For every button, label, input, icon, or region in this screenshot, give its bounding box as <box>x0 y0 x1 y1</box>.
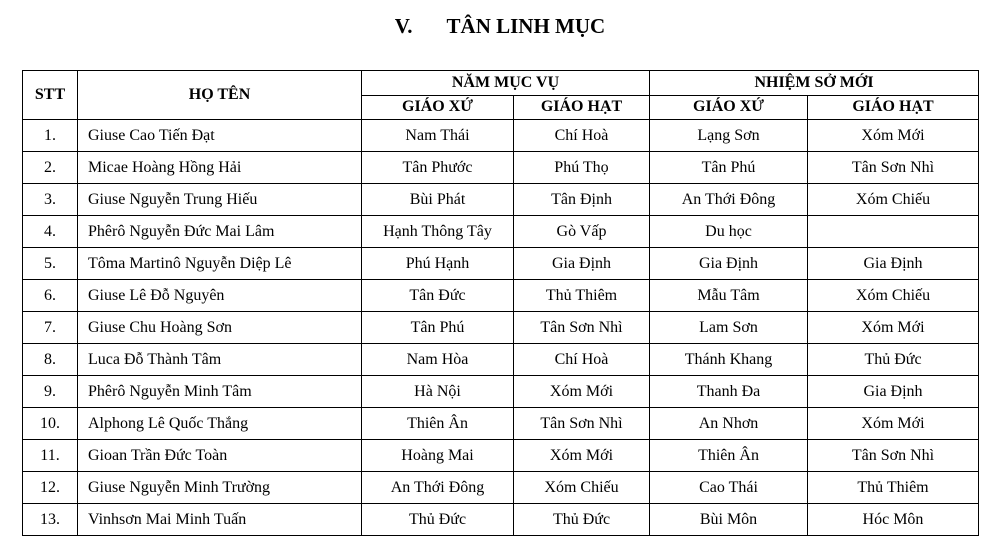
cell-name: Luca Đỗ Thành Tâm <box>78 344 362 376</box>
cell-stt: 12. <box>23 472 78 504</box>
cell-new-deanery: Gia Định <box>808 248 979 280</box>
cell-current-parish: Tân Phú <box>362 312 514 344</box>
table-row <box>23 344 979 376</box>
section-title <box>0 12 1000 40</box>
cell-stt: 5. <box>23 248 78 280</box>
table-row <box>23 472 979 504</box>
table-header <box>23 71 979 120</box>
cell-stt: 3. <box>23 184 78 216</box>
cell-new-deanery: Xóm Chiếu <box>808 184 979 216</box>
header-new-parish: GIÁO XỨ <box>650 95 808 120</box>
cell-new-parish: Gia Định <box>650 248 808 280</box>
cell-new-deanery: Xóm Mới <box>808 312 979 344</box>
cell-current-deanery: Tân Định <box>514 184 650 216</box>
cell-current-parish: Hạnh Thông Tây <box>362 216 514 248</box>
cell-new-deanery: Xóm Chiếu <box>808 280 979 312</box>
cell-new-parish: Thiên Ân <box>650 440 808 472</box>
cell-current-deanery: Xóm Mới <box>514 440 650 472</box>
cell-current-deanery: Tân Sơn Nhì <box>514 312 650 344</box>
cell-name: Giuse Chu Hoàng Sơn <box>78 312 362 344</box>
cell-current-parish: Nam Thái <box>362 120 514 152</box>
cell-current-parish: Tân Đức <box>362 280 514 312</box>
cell-current-deanery: Chí Hoà <box>514 120 650 152</box>
section-title-text: TÂN LINH MỤC <box>446 14 606 38</box>
cell-name: Alphong Lê Quốc Thắng <box>78 408 362 440</box>
cell-new-parish: Thánh Khang <box>650 344 808 376</box>
cell-new-deanery: Xóm Mới <box>808 408 979 440</box>
cell-stt: 8. <box>23 344 78 376</box>
table-row <box>23 376 979 408</box>
cell-current-deanery: Gia Định <box>514 248 650 280</box>
header-new-deanery: GIÁO HẠT <box>808 95 979 120</box>
header-row-top <box>23 71 979 96</box>
header-stt: STT <box>23 71 78 120</box>
cell-stt: 10. <box>23 408 78 440</box>
table-row <box>23 312 979 344</box>
cell-stt: 1. <box>23 120 78 152</box>
cell-current-deanery: Gò Vấp <box>514 216 650 248</box>
section-number: V. <box>394 14 413 38</box>
cell-new-deanery: Tân Sơn Nhì <box>808 440 979 472</box>
cell-name: Giuse Cao Tiến Đạt <box>78 120 362 152</box>
cell-current-deanery: Tân Sơn Nhì <box>514 408 650 440</box>
cell-name: Phêrô Nguyễn Minh Tâm <box>78 376 362 408</box>
table-row <box>23 152 979 184</box>
cell-current-parish: Thiên Ân <box>362 408 514 440</box>
cell-new-parish: Thanh Đa <box>650 376 808 408</box>
table-row <box>23 120 979 152</box>
header-group-new: NHIỆM SỞ MỚI <box>650 71 979 96</box>
cell-current-parish: Hoàng Mai <box>362 440 514 472</box>
cell-name: Micae Hoàng Hồng Hải <box>78 152 362 184</box>
cell-current-parish: Nam Hòa <box>362 344 514 376</box>
cell-current-parish: An Thới Đông <box>362 472 514 504</box>
cell-current-deanery: Thủ Đức <box>514 504 650 536</box>
header-group-current: NĂM MỤC VỤ <box>362 71 650 96</box>
table-row <box>23 440 979 472</box>
cell-new-parish: An Nhơn <box>650 408 808 440</box>
header-current-parish: GIÁO XỨ <box>362 95 514 120</box>
cell-stt: 2. <box>23 152 78 184</box>
cell-new-deanery: Xóm Mới <box>808 120 979 152</box>
cell-stt: 9. <box>23 376 78 408</box>
cell-name: Vinhsơn Mai Minh Tuấn <box>78 504 362 536</box>
cell-new-parish: Tân Phú <box>650 152 808 184</box>
cell-stt: 7. <box>23 312 78 344</box>
cell-current-deanery: Xóm Chiếu <box>514 472 650 504</box>
cell-current-parish: Hà Nội <box>362 376 514 408</box>
table-body <box>23 120 979 536</box>
cell-new-deanery: Hóc Môn <box>808 504 979 536</box>
cell-name: Giuse Nguyễn Minh Trường <box>78 472 362 504</box>
cell-new-deanery: Gia Định <box>808 376 979 408</box>
cell-name: Tôma Martinô Nguyễn Diệp Lê <box>78 248 362 280</box>
cell-name: Gioan Trần Đức Toàn <box>78 440 362 472</box>
cell-new-parish: Du học <box>650 216 808 248</box>
header-name: HỌ TÊN <box>78 71 362 120</box>
cell-new-parish: Cao Thái <box>650 472 808 504</box>
cell-name: Giuse Lê Đỗ Nguyên <box>78 280 362 312</box>
cell-current-parish: Phú Hạnh <box>362 248 514 280</box>
cell-new-deanery: Thủ Thiêm <box>808 472 979 504</box>
cell-new-parish: Mẫu Tâm <box>650 280 808 312</box>
table-row <box>23 248 979 280</box>
cell-new-parish: An Thới Đông <box>650 184 808 216</box>
table-row <box>23 216 979 248</box>
cell-new-deanery <box>808 216 979 248</box>
cell-name: Phêrô Nguyễn Đức Mai Lâm <box>78 216 362 248</box>
cell-current-parish: Tân Phước <box>362 152 514 184</box>
cell-current-parish: Bùi Phát <box>362 184 514 216</box>
table-row <box>23 184 979 216</box>
cell-stt: 6. <box>23 280 78 312</box>
cell-current-deanery: Chí Hoà <box>514 344 650 376</box>
cell-current-deanery: Xóm Mới <box>514 376 650 408</box>
cell-stt: 13. <box>23 504 78 536</box>
cell-current-deanery: Thủ Thiêm <box>514 280 650 312</box>
cell-current-deanery: Phú Thọ <box>514 152 650 184</box>
cell-name: Giuse Nguyễn Trung Hiếu <box>78 184 362 216</box>
cell-new-parish: Lam Sơn <box>650 312 808 344</box>
table-row <box>23 408 979 440</box>
cell-new-deanery: Thủ Đức <box>808 344 979 376</box>
cell-new-parish: Bùi Môn <box>650 504 808 536</box>
cell-new-parish: Lạng Sơn <box>650 120 808 152</box>
new-priests-table <box>22 70 979 536</box>
table-row <box>23 504 979 536</box>
cell-current-parish: Thủ Đức <box>362 504 514 536</box>
cell-stt: 4. <box>23 216 78 248</box>
header-current-deanery: GIÁO HẠT <box>514 95 650 120</box>
table-row <box>23 280 979 312</box>
cell-stt: 11. <box>23 440 78 472</box>
cell-new-deanery: Tân Sơn Nhì <box>808 152 979 184</box>
